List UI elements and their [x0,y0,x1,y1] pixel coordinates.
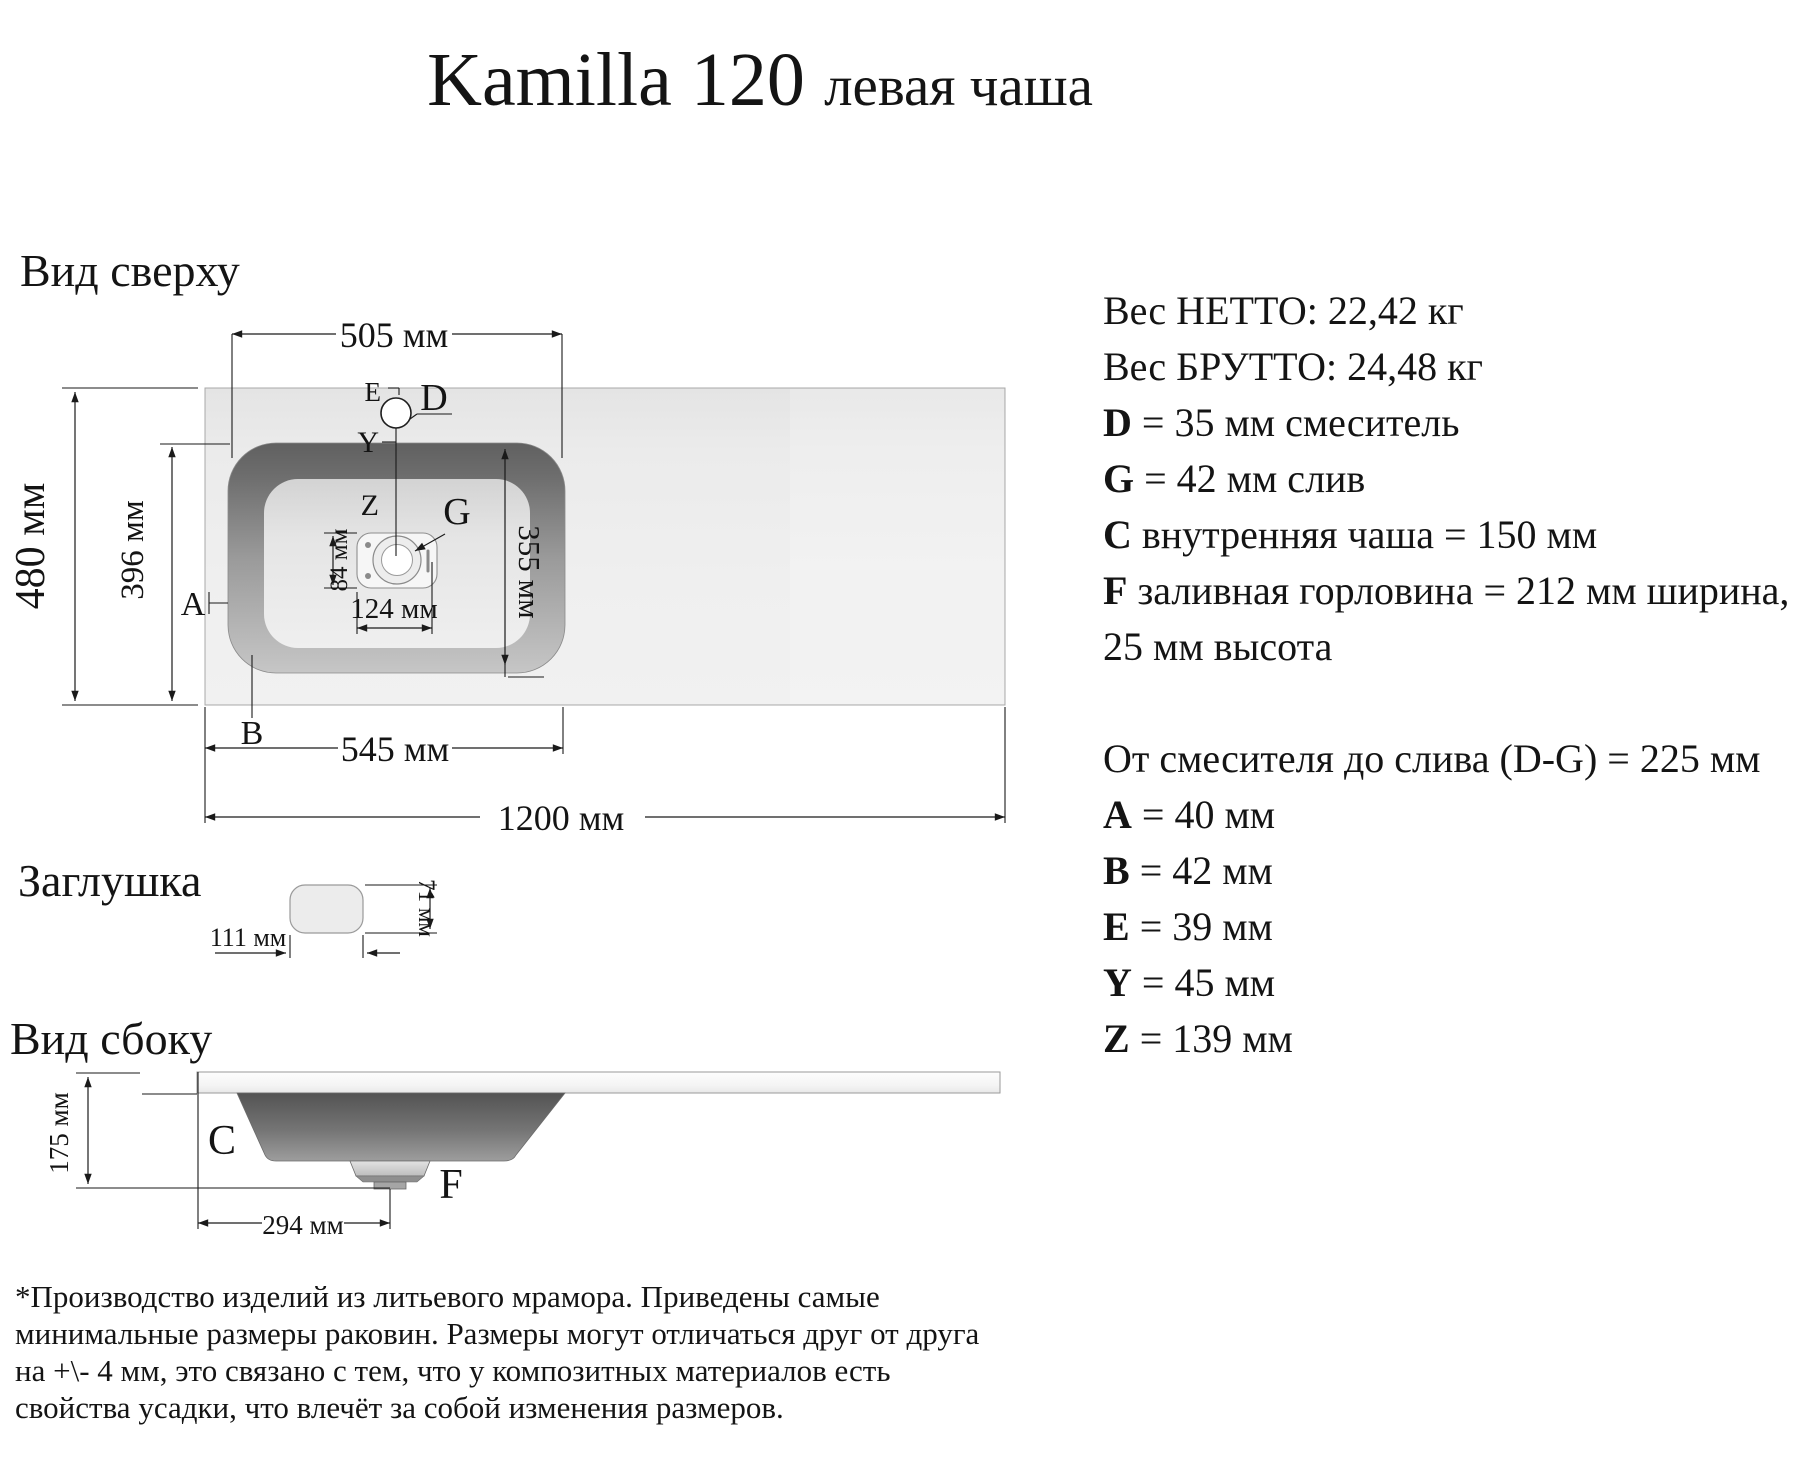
svg-text:E: E [364,377,381,407]
spec-a: A = 40 мм [1103,792,1276,837]
svg-text:111 мм: 111 мм [209,923,287,952]
top-view-drawing [8,315,1005,838]
svg-text:396 мм: 396 мм [115,500,151,600]
svg-text:D: D [420,377,448,419]
svg-text:71 мм: 71 мм [414,879,439,937]
spec-g-drain: G = 42 мм слив [1103,456,1366,501]
spec-f-overflow-height: 25 мм высота [1103,624,1333,669]
product-name: Kamilla 120 [427,38,805,122]
dim-drain-offset [198,1189,390,1240]
spec-f-overflow-width: F заливная горловина = 212 мм ширина, [1103,568,1790,613]
heading-top-view: Вид сверху [20,245,240,296]
disclaimer-line: на +\- 4 мм, это связано с тем, что у композитных материалов есть [15,1353,891,1388]
svg-text:505 мм: 505 мм [339,315,449,355]
countertop-side-view [197,1072,1000,1093]
dim-plug-height [365,879,439,937]
svg-text:84 мм: 84 мм [326,528,353,592]
svg-text:124 мм: 124 мм [350,593,438,625]
svg-text:545 мм: 545 мм [340,729,450,769]
disclaimer-line: *Производство изделий из литьевого мрамора. Приведены самые [15,1279,880,1314]
bowl-side-view [237,1093,565,1161]
faucet-hole [381,398,411,428]
svg-text:Y: Y [357,426,379,459]
svg-text:294 мм: 294 мм [262,1210,344,1240]
label-f [439,1162,462,1208]
disclaimer-line: минимальные размеры раковин. Размеры могут отличаться друг от друга [15,1316,980,1351]
svg-text:C: C [207,1118,237,1164]
spec-gross-weight: Вес БРУТТО: 24,48 кг [1103,344,1483,389]
page-title [0,38,1520,122]
svg-text:A: A [180,586,206,623]
plug-shape [290,885,363,933]
svg-text:175 мм: 175 мм [44,1092,74,1174]
heading-plug: Заглушка [18,855,202,906]
countertop-highlight [790,389,1004,704]
dim-drain-height [324,528,357,591]
dim-total-width [205,707,1005,838]
svg-text:Z: Z [360,489,379,522]
svg-text:1200 мм: 1200 мм [497,798,625,838]
drain-fitting-side [350,1161,430,1189]
side-view-drawing [44,1072,1000,1240]
spec-d-mixer: D = 35 мм смеситель [1103,400,1460,445]
product-variant: левая чаша [824,55,1093,118]
dim-total-depth [8,388,198,705]
label-c [198,1072,236,1229]
heading-side-view: Вид сбоку [10,1013,213,1064]
spec-y: Y = 45 мм [1103,960,1276,1005]
spec-e: E = 39 мм [1103,904,1273,949]
spec-mixer-to-drain: От смесителя до слива (D-G) = 225 мм [1103,736,1761,781]
drain-assembly [357,533,437,588]
spec-c-inner-bowl: C внутренняя чаша = 150 мм [1103,512,1598,557]
disclaimer [15,1278,995,1426]
spec-z: Z = 139 мм [1103,1016,1293,1061]
svg-text:355 мм: 355 мм [512,525,547,619]
svg-text:G: G [443,491,471,533]
spec-list [1103,283,1790,1067]
spec-net-weight: Вес НЕТТО: 22,42 кг [1103,288,1464,333]
svg-text:480 мм: 480 мм [8,482,54,610]
disclaimer-line: свойства усадки, что влечёт за собой изменения размеров. [15,1390,784,1425]
svg-text:F: F [439,1162,463,1208]
plug-drawing [210,879,439,958]
spec-b: B = 42 мм [1103,848,1273,893]
svg-text:B: B [240,715,264,752]
